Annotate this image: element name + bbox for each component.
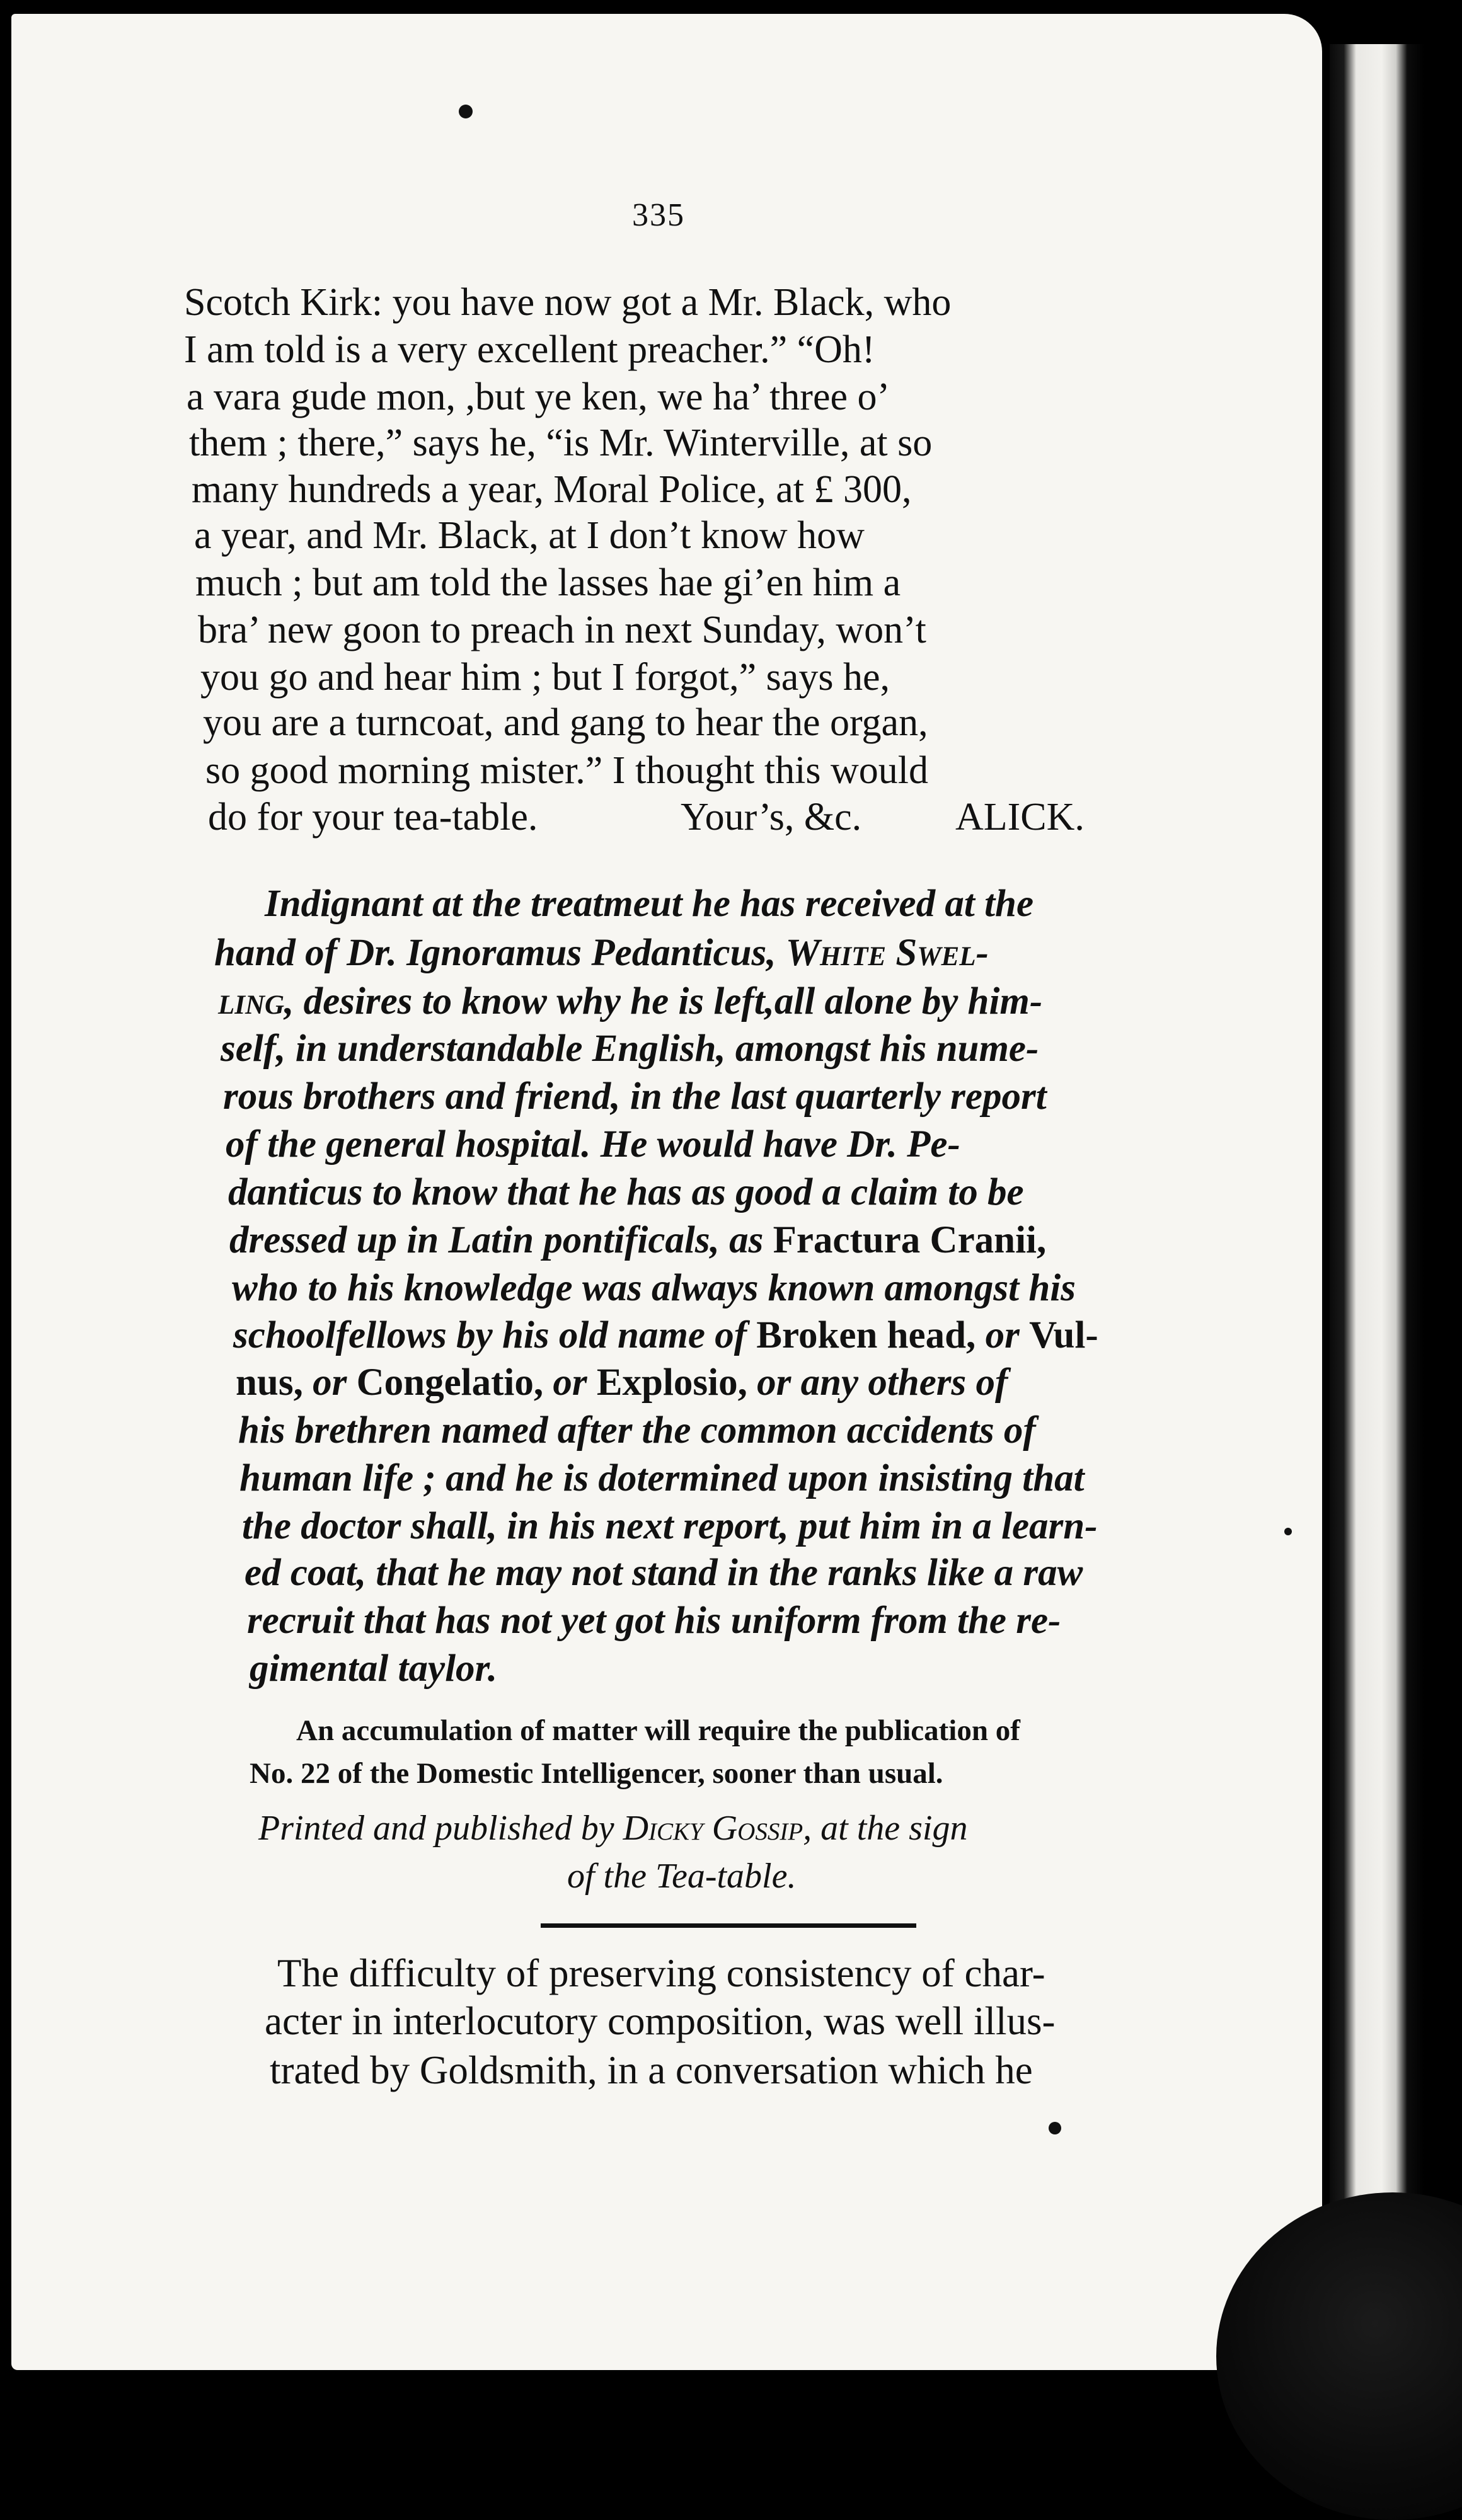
text-line: a vara gude mon, ,but ye ken, we ha’ three o’ bbox=[187, 375, 890, 418]
text-line: much ; but am told the lasses hae gi’en him a bbox=[195, 561, 901, 604]
text-line: bra’ new goon to preach in next Sunday, won’t bbox=[198, 609, 926, 651]
ink-speck bbox=[1284, 1528, 1292, 1535]
text-line: acter in interlocutory composition, was well illus- bbox=[265, 1999, 1056, 2043]
ink-speck bbox=[459, 105, 473, 118]
text-line: them ; there,” says he, “is Mr. Winterville, at so bbox=[189, 421, 933, 464]
text-line: of the Tea-table. bbox=[567, 1857, 797, 1896]
page-edge-shadow bbox=[1330, 44, 1424, 2369]
text-line: a year, and Mr. Black, at I don’t know how bbox=[194, 514, 865, 557]
text-line: trated by Goldsmith, in a conversation which he bbox=[270, 2048, 1033, 2092]
text-line: ed coat, that he may not stand in the ranks like a raw bbox=[245, 1552, 1083, 1594]
closing-line: do for your tea-table. bbox=[208, 796, 538, 839]
text-line: human life ; and he is dotermined upon insisting that bbox=[239, 1457, 1085, 1499]
text-line: hand of Dr. Ignoramus Pedanticus, White Swel- bbox=[214, 932, 989, 974]
text-line: schoolfellows by his old name of Broken head, or Vul- bbox=[233, 1314, 1098, 1356]
text-line: No. 22 of the Domestic Intelligencer, sooner than usual. bbox=[250, 1757, 943, 1790]
text-line: you go and hear him ; but I forgot,” says he, bbox=[200, 656, 890, 699]
text-line: An accumulation of matter will require the publication of bbox=[296, 1714, 1020, 1747]
text-line: dressed up in Latin pontificals, as Fractura Cranii, bbox=[229, 1219, 1047, 1261]
page-number: 335 bbox=[632, 197, 685, 233]
text-line: rous brothers and friend, in the last quarterly report bbox=[223, 1075, 1047, 1118]
text-line: gimental taylor. bbox=[250, 1647, 498, 1690]
text-line: nus, or Congelatio, or Explosio, or any others of bbox=[236, 1361, 1008, 1404]
text-line: Printed and published by Dicky Gossip, at the sign bbox=[258, 1809, 968, 1848]
text-line: The difficulty of preserving consistency of char- bbox=[277, 1951, 1045, 1995]
text-line: who to his knowledge was always known amongst his bbox=[232, 1267, 1076, 1309]
text-line: the doctor shall, in his next report, put him in a learn- bbox=[242, 1505, 1098, 1547]
text-line: danticus to know that he has as good a claim to be bbox=[228, 1171, 1024, 1213]
signature: ALICK. bbox=[955, 796, 1085, 839]
text-line: recruit that has not yet got his uniform from the re- bbox=[247, 1600, 1061, 1642]
text-line: his brethren named after the common accidents of bbox=[238, 1409, 1036, 1452]
text-line: Scotch Kirk: you have now got a Mr. Black, who bbox=[184, 281, 952, 324]
section-rule bbox=[541, 1923, 916, 1928]
text-line: ling, desires to know why he is left,all alone by him- bbox=[218, 980, 1043, 1022]
closing: Your’s, &c. bbox=[681, 796, 862, 839]
text-line: many hundreds a year, Moral Police, at £ 300, bbox=[192, 468, 912, 511]
text-line: self, in understandable English, amongst his nume- bbox=[221, 1028, 1039, 1070]
text-line: you are a turncoat, and gang to hear the organ, bbox=[203, 701, 928, 744]
text-line: so good morning mister.” I thought this would bbox=[205, 749, 928, 792]
text-line: I am told is a very excellent preacher.” “Oh! bbox=[184, 328, 875, 371]
text-line: of the general hospital. He would have Dr. Pe- bbox=[226, 1123, 960, 1166]
text-line: Indignant at the treatmeut he has received at the bbox=[265, 883, 1034, 925]
ink-speck bbox=[1049, 2122, 1061, 2134]
